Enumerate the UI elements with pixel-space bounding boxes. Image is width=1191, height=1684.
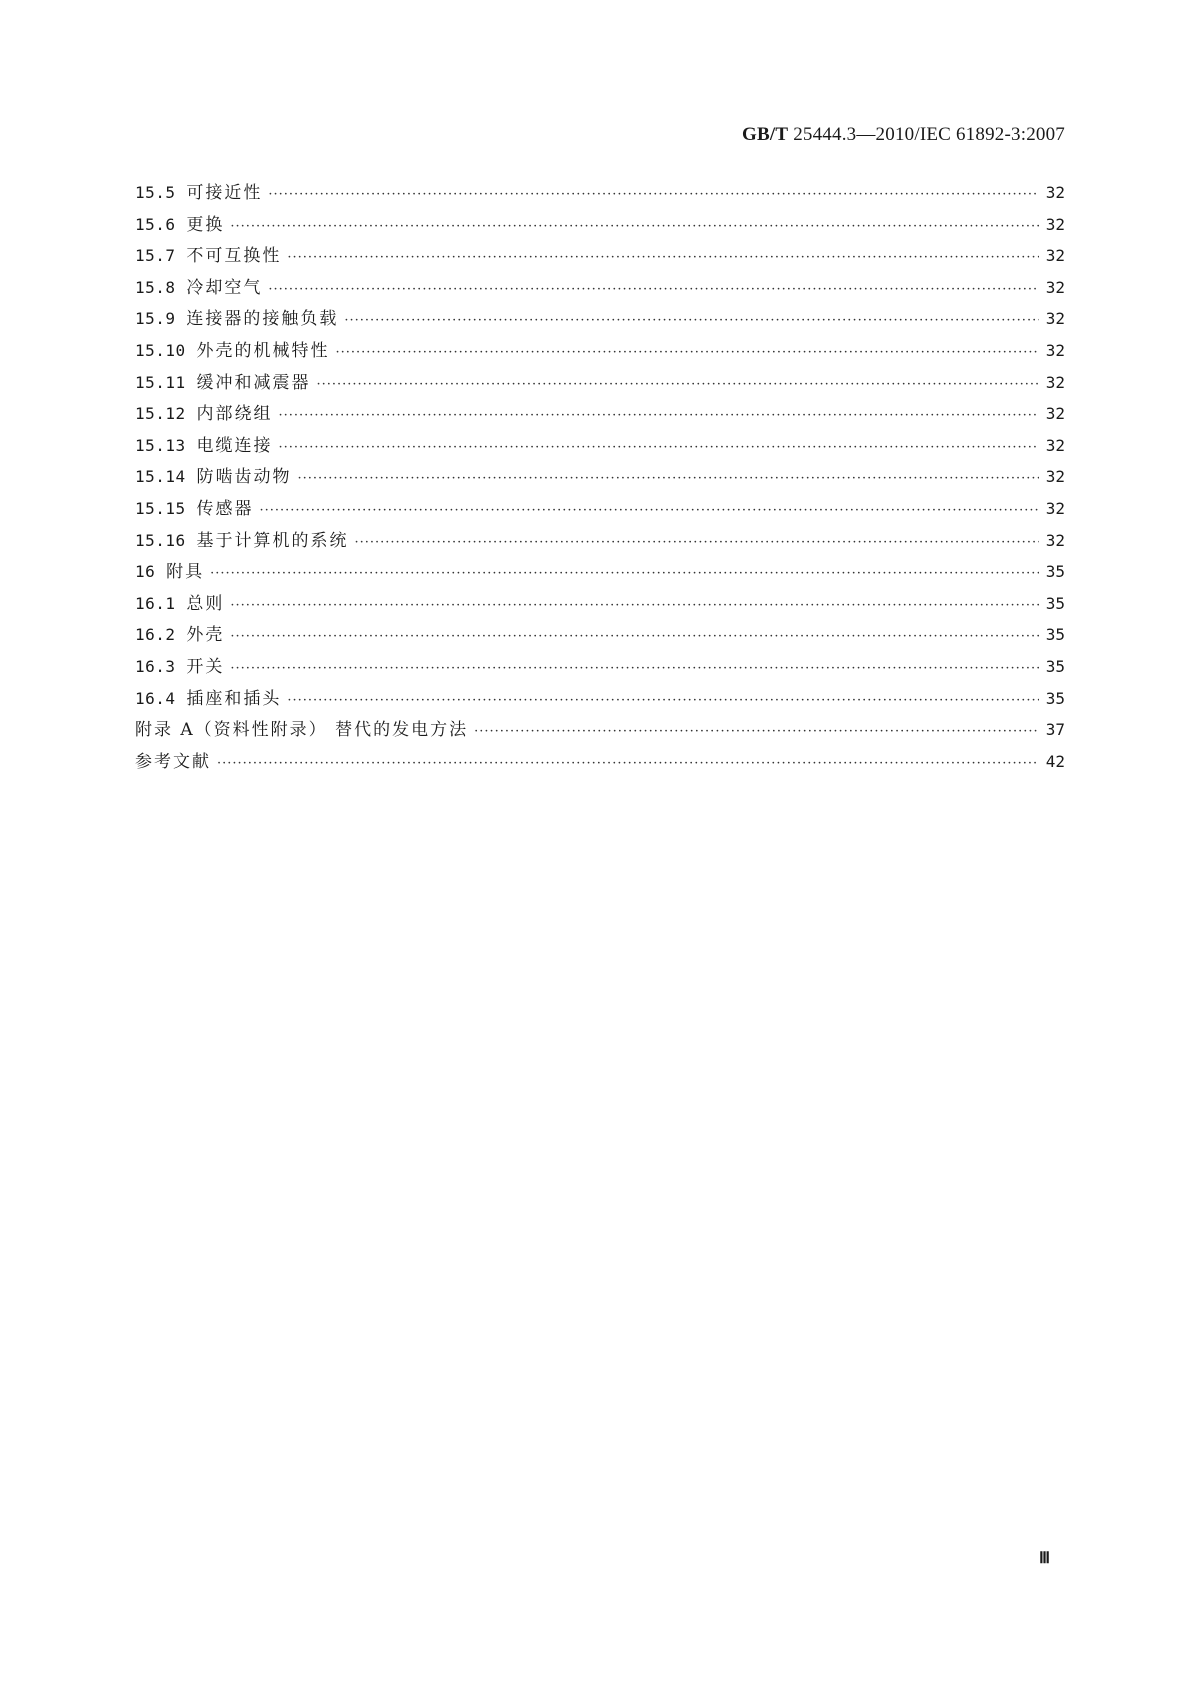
- toc-entry-page: 35: [1045, 593, 1065, 613]
- toc-entry-number: 15.11: [135, 372, 186, 392]
- toc-entry-spacer: [186, 341, 197, 361]
- toc-dot-leader: [224, 598, 1039, 613]
- toc-dot-leader: [329, 345, 1039, 360]
- toc-entry-page: 42: [1045, 751, 1065, 771]
- toc-entry-page: 32: [1045, 214, 1065, 234]
- toc-entry-title: 防啮齿动物: [196, 467, 292, 488]
- toc-entry[interactable]: [135, 210, 1065, 242]
- standard-code: GB/T: [742, 124, 789, 145]
- toc-entry-spacer: [176, 625, 187, 645]
- toc-entry[interactable]: [135, 557, 1065, 589]
- toc-entry-number: 15.10: [135, 340, 186, 360]
- toc-entry-page: 32: [1045, 277, 1065, 297]
- toc-dot-leader: [224, 629, 1039, 644]
- toc-entry[interactable]: [135, 620, 1065, 652]
- toc-entry-spacer: [176, 309, 187, 329]
- toc-entry-title: 可接近性: [186, 183, 263, 203]
- toc-entry-number: 15.9: [135, 309, 176, 329]
- toc-entry-spacer: [176, 657, 187, 677]
- toc-entry-number: 15.13: [135, 435, 186, 455]
- toc-dot-leader: [204, 566, 1039, 581]
- toc-dot-leader: [281, 693, 1039, 708]
- toc-entry-title: 传感器: [196, 498, 254, 519]
- toc-dot-leader: [338, 313, 1039, 328]
- toc-entry-number: 15.15: [135, 498, 186, 518]
- toc-entry[interactable]: [135, 241, 1065, 273]
- toc-entry[interactable]: [135, 526, 1065, 558]
- toc-entry-number: 15.16: [135, 530, 186, 550]
- document-header: [742, 124, 1065, 146]
- toc-entry-number: 15.7: [135, 246, 176, 266]
- toc-entry[interactable]: [135, 399, 1065, 431]
- toc-entry-title: 不可互换性: [186, 246, 282, 267]
- toc-entry[interactable]: [135, 368, 1065, 400]
- toc-dot-leader: [224, 661, 1039, 676]
- toc-entry-title: 连接器的接触负载: [186, 309, 339, 330]
- toc-entry-title: 更换: [186, 214, 225, 235]
- toc-dot-leader: [224, 219, 1039, 234]
- toc-entry-spacer: [186, 373, 197, 393]
- toc-entry-number: 15.5: [135, 183, 176, 202]
- toc-entry-title: 缓冲和减震器: [196, 372, 311, 393]
- toc-entry-title: 参考文献: [135, 751, 211, 772]
- toc-entry[interactable]: [135, 684, 1065, 716]
- toc-entry-number: 16.3: [135, 656, 176, 676]
- toc-entry-page: 32: [1045, 246, 1065, 266]
- toc-entry-page: 35: [1045, 656, 1065, 676]
- toc-entry-page: 37: [1045, 720, 1065, 740]
- toc-dot-leader: [281, 250, 1039, 265]
- toc-entry-number: 15.6: [135, 214, 176, 234]
- toc-entry-page: 32: [1045, 467, 1065, 487]
- toc-entry-page: 32: [1045, 530, 1065, 550]
- toc-entry-spacer: [186, 467, 197, 487]
- toc-dot-leader: [468, 724, 1039, 739]
- toc-entry-title: 开关: [186, 656, 225, 677]
- toc-entry-number: 15.8: [135, 277, 176, 297]
- toc-dot-leader: [272, 408, 1039, 423]
- toc-entry-title: 附录 A（资料性附录） 替代的发电方法: [135, 720, 469, 741]
- toc-entry[interactable]: [135, 336, 1065, 368]
- toc-entry-number: 15.14: [135, 467, 186, 487]
- toc-entry-page: 32: [1045, 404, 1065, 424]
- toc-entry-spacer: [186, 499, 197, 519]
- toc-entry-number: 16.2: [135, 625, 176, 645]
- toc-entry-title: 冷却空气: [186, 277, 263, 298]
- toc-entry-spacer: [176, 594, 187, 614]
- toc-entry-number: 15.12: [135, 404, 186, 424]
- toc-entry[interactable]: [135, 462, 1065, 494]
- toc-entry-spacer: [186, 531, 197, 551]
- toc-entry-page: 35: [1045, 562, 1065, 582]
- toc-entry-page: 35: [1045, 688, 1065, 708]
- toc-entry[interactable]: [135, 747, 1065, 779]
- toc-entry[interactable]: [135, 589, 1065, 621]
- table-of-contents: [135, 178, 1065, 778]
- toc-entry-title: 附具: [166, 562, 205, 583]
- toc-dot-leader: [291, 471, 1039, 486]
- toc-dot-leader: [310, 377, 1039, 392]
- toc-entry[interactable]: [135, 431, 1065, 463]
- toc-entry-title: 总则: [186, 593, 225, 614]
- toc-entry-spacer: [155, 562, 166, 582]
- toc-dot-leader: [272, 440, 1039, 455]
- toc-entry-title: 外壳: [186, 625, 225, 646]
- toc-dot-leader: [262, 282, 1039, 297]
- toc-entry[interactable]: [135, 273, 1065, 305]
- toc-entry-number: 16: [135, 562, 156, 582]
- toc-entry-spacer: [176, 278, 187, 298]
- toc-entry-spacer: [176, 689, 187, 709]
- toc-entry-page: 32: [1045, 183, 1065, 202]
- toc-entry-page: 32: [1045, 498, 1065, 518]
- toc-entry-spacer: [186, 404, 197, 424]
- toc-entry-title: 基于计算机的系统: [196, 530, 349, 551]
- toc-entry-spacer: [176, 183, 187, 203]
- toc-entry-title: 外壳的机械特性: [196, 340, 330, 361]
- toc-entry-number: 16.1: [135, 593, 176, 613]
- toc-entry-page: 32: [1045, 372, 1065, 392]
- toc-entry[interactable]: [135, 178, 1065, 210]
- toc-entry[interactable]: [135, 715, 1065, 747]
- toc-entry-page: 32: [1045, 340, 1065, 360]
- toc-dot-leader: [253, 503, 1039, 518]
- toc-entry-page: 32: [1045, 435, 1065, 455]
- standard-number: 25444.3—2010/IEC 61892-3:2007: [788, 124, 1065, 145]
- toc-entry-spacer: [176, 246, 187, 266]
- toc-dot-leader: [211, 756, 1039, 771]
- toc-entry-title: 插座和插头: [186, 688, 282, 709]
- toc-entry-number: 16.4: [135, 688, 176, 708]
- toc-entry[interactable]: [135, 304, 1065, 336]
- toc-entry-title: 电缆连接: [196, 435, 273, 456]
- toc-entry-spacer: [176, 215, 187, 235]
- toc-entry-page: 35: [1045, 625, 1065, 645]
- page-number: Ⅲ: [1039, 1550, 1050, 1567]
- toc-dot-leader: [348, 535, 1039, 550]
- toc-dot-leader: [262, 187, 1039, 202]
- toc-entry-title: 内部绕组: [196, 404, 273, 425]
- toc-entry[interactable]: [135, 494, 1065, 526]
- toc-entry[interactable]: [135, 652, 1065, 684]
- toc-entry-page: 32: [1045, 309, 1065, 329]
- toc-entry-spacer: [186, 436, 197, 456]
